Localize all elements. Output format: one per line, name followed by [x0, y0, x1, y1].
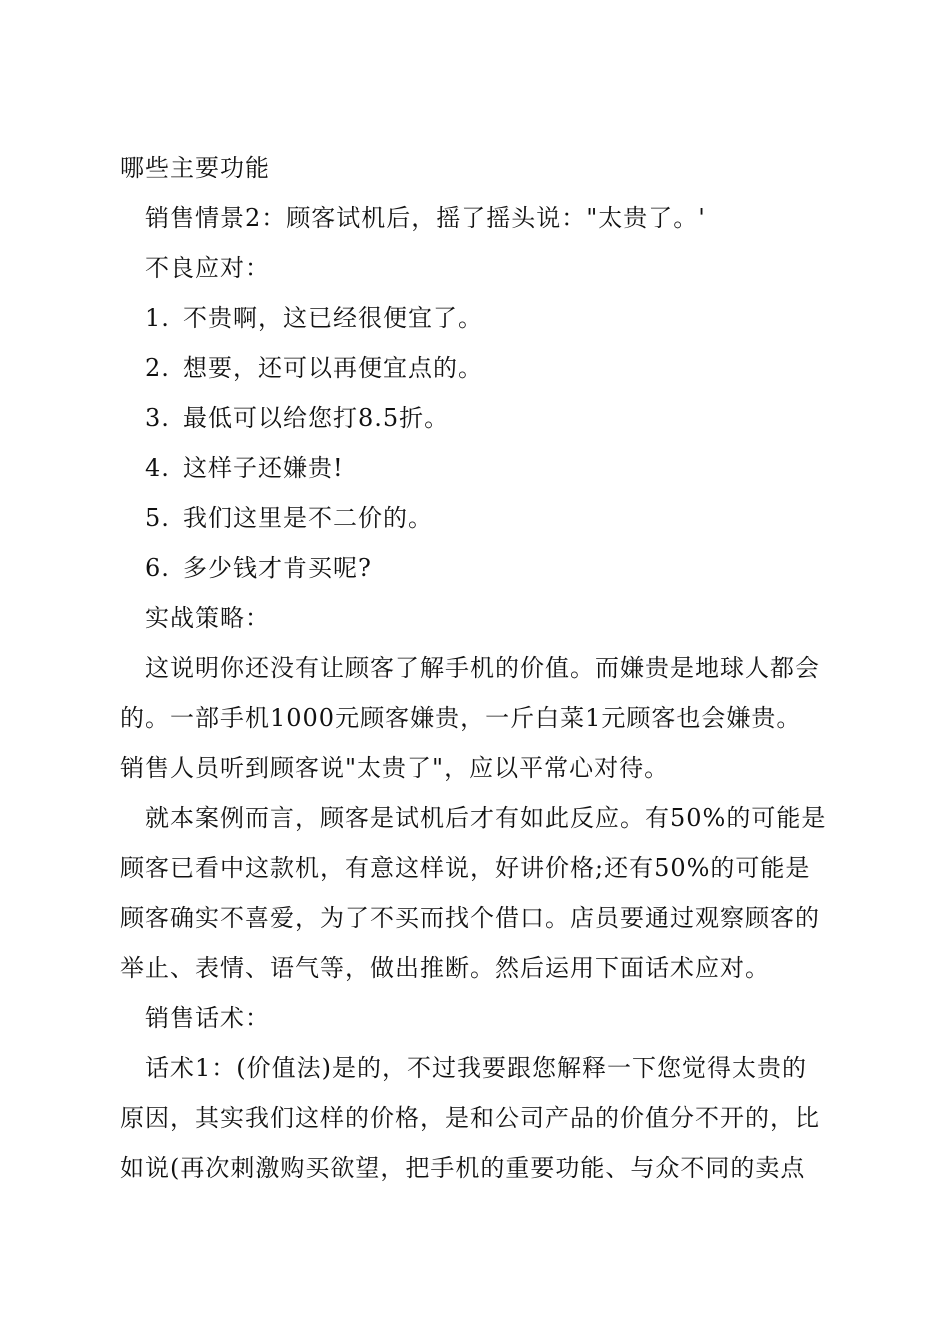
paragraph-line: 的。一部手机1000元顾客嫌贵，一斤白菜1元顾客也会嫌贵。	[120, 704, 802, 732]
list-item-text: 想要，还可以再便宜点的。	[183, 354, 483, 382]
list-item	[145, 403, 449, 433]
list-item	[145, 303, 483, 333]
list-item-number: 4.	[145, 454, 170, 482]
paragraph-line: 顾客确实不喜爱，为了不买而找个借口。店员要通过观察顾客的	[120, 904, 820, 932]
paragraph-line: 话术1：(价值法)是的，不过我要跟您解释一下您觉得太贵的	[145, 1054, 807, 1082]
list-item	[145, 353, 483, 383]
list-item-number: 5.	[145, 504, 170, 532]
paragraph-line: 顾客已看中这款机，有意这样说，好讲价格;还有50%的可能是	[120, 854, 811, 882]
list-item	[145, 553, 372, 583]
paragraph-line: 如说(再次刺激购买欲望，把手机的重要功能、与众不同的卖点	[120, 1154, 806, 1182]
list-item-text: 最低可以给您打8.5折。	[183, 404, 450, 432]
continuation-line: 哪些主要功能	[120, 154, 270, 182]
list-item-text: 我们这里是不二价的。	[183, 504, 433, 532]
list-item	[145, 453, 344, 483]
strategy-heading: 实战策略：	[145, 604, 270, 632]
paragraph-line: 就本案例而言，顾客是试机后才有如此反应。有50%的可能是	[145, 804, 827, 832]
list-item-number: 1.	[145, 304, 170, 332]
list-item	[145, 503, 433, 533]
script-heading: 销售话术：	[145, 1004, 270, 1032]
list-item-number: 3.	[145, 404, 170, 432]
list-item-number: 2.	[145, 354, 170, 382]
paragraph-line: 销售人员听到顾客说"太贵了"，应以平常心对待。	[120, 754, 670, 782]
list-item-number: 6.	[145, 554, 170, 582]
paragraph-line: 原因，其实我们这样的价格，是和公司产品的价值分不开的，比	[120, 1104, 820, 1132]
paragraph-line: 举止、表情、语气等，做出推断。然后运用下面话术应对。	[120, 954, 770, 982]
list-item-text: 这样子还嫌贵!	[183, 454, 344, 482]
bad-response-heading: 不良应对：	[145, 254, 270, 282]
scenario-heading: 销售情景2：顾客试机后，摇了摇头说："太贵了。'	[145, 204, 706, 232]
paragraph-line: 这说明你还没有让顾客了解手机的价值。而嫌贵是地球人都会	[145, 654, 820, 682]
list-item-text: 不贵啊，这已经很便宜了。	[183, 304, 483, 332]
list-item-text: 多少钱才肯买呢?	[183, 554, 372, 582]
